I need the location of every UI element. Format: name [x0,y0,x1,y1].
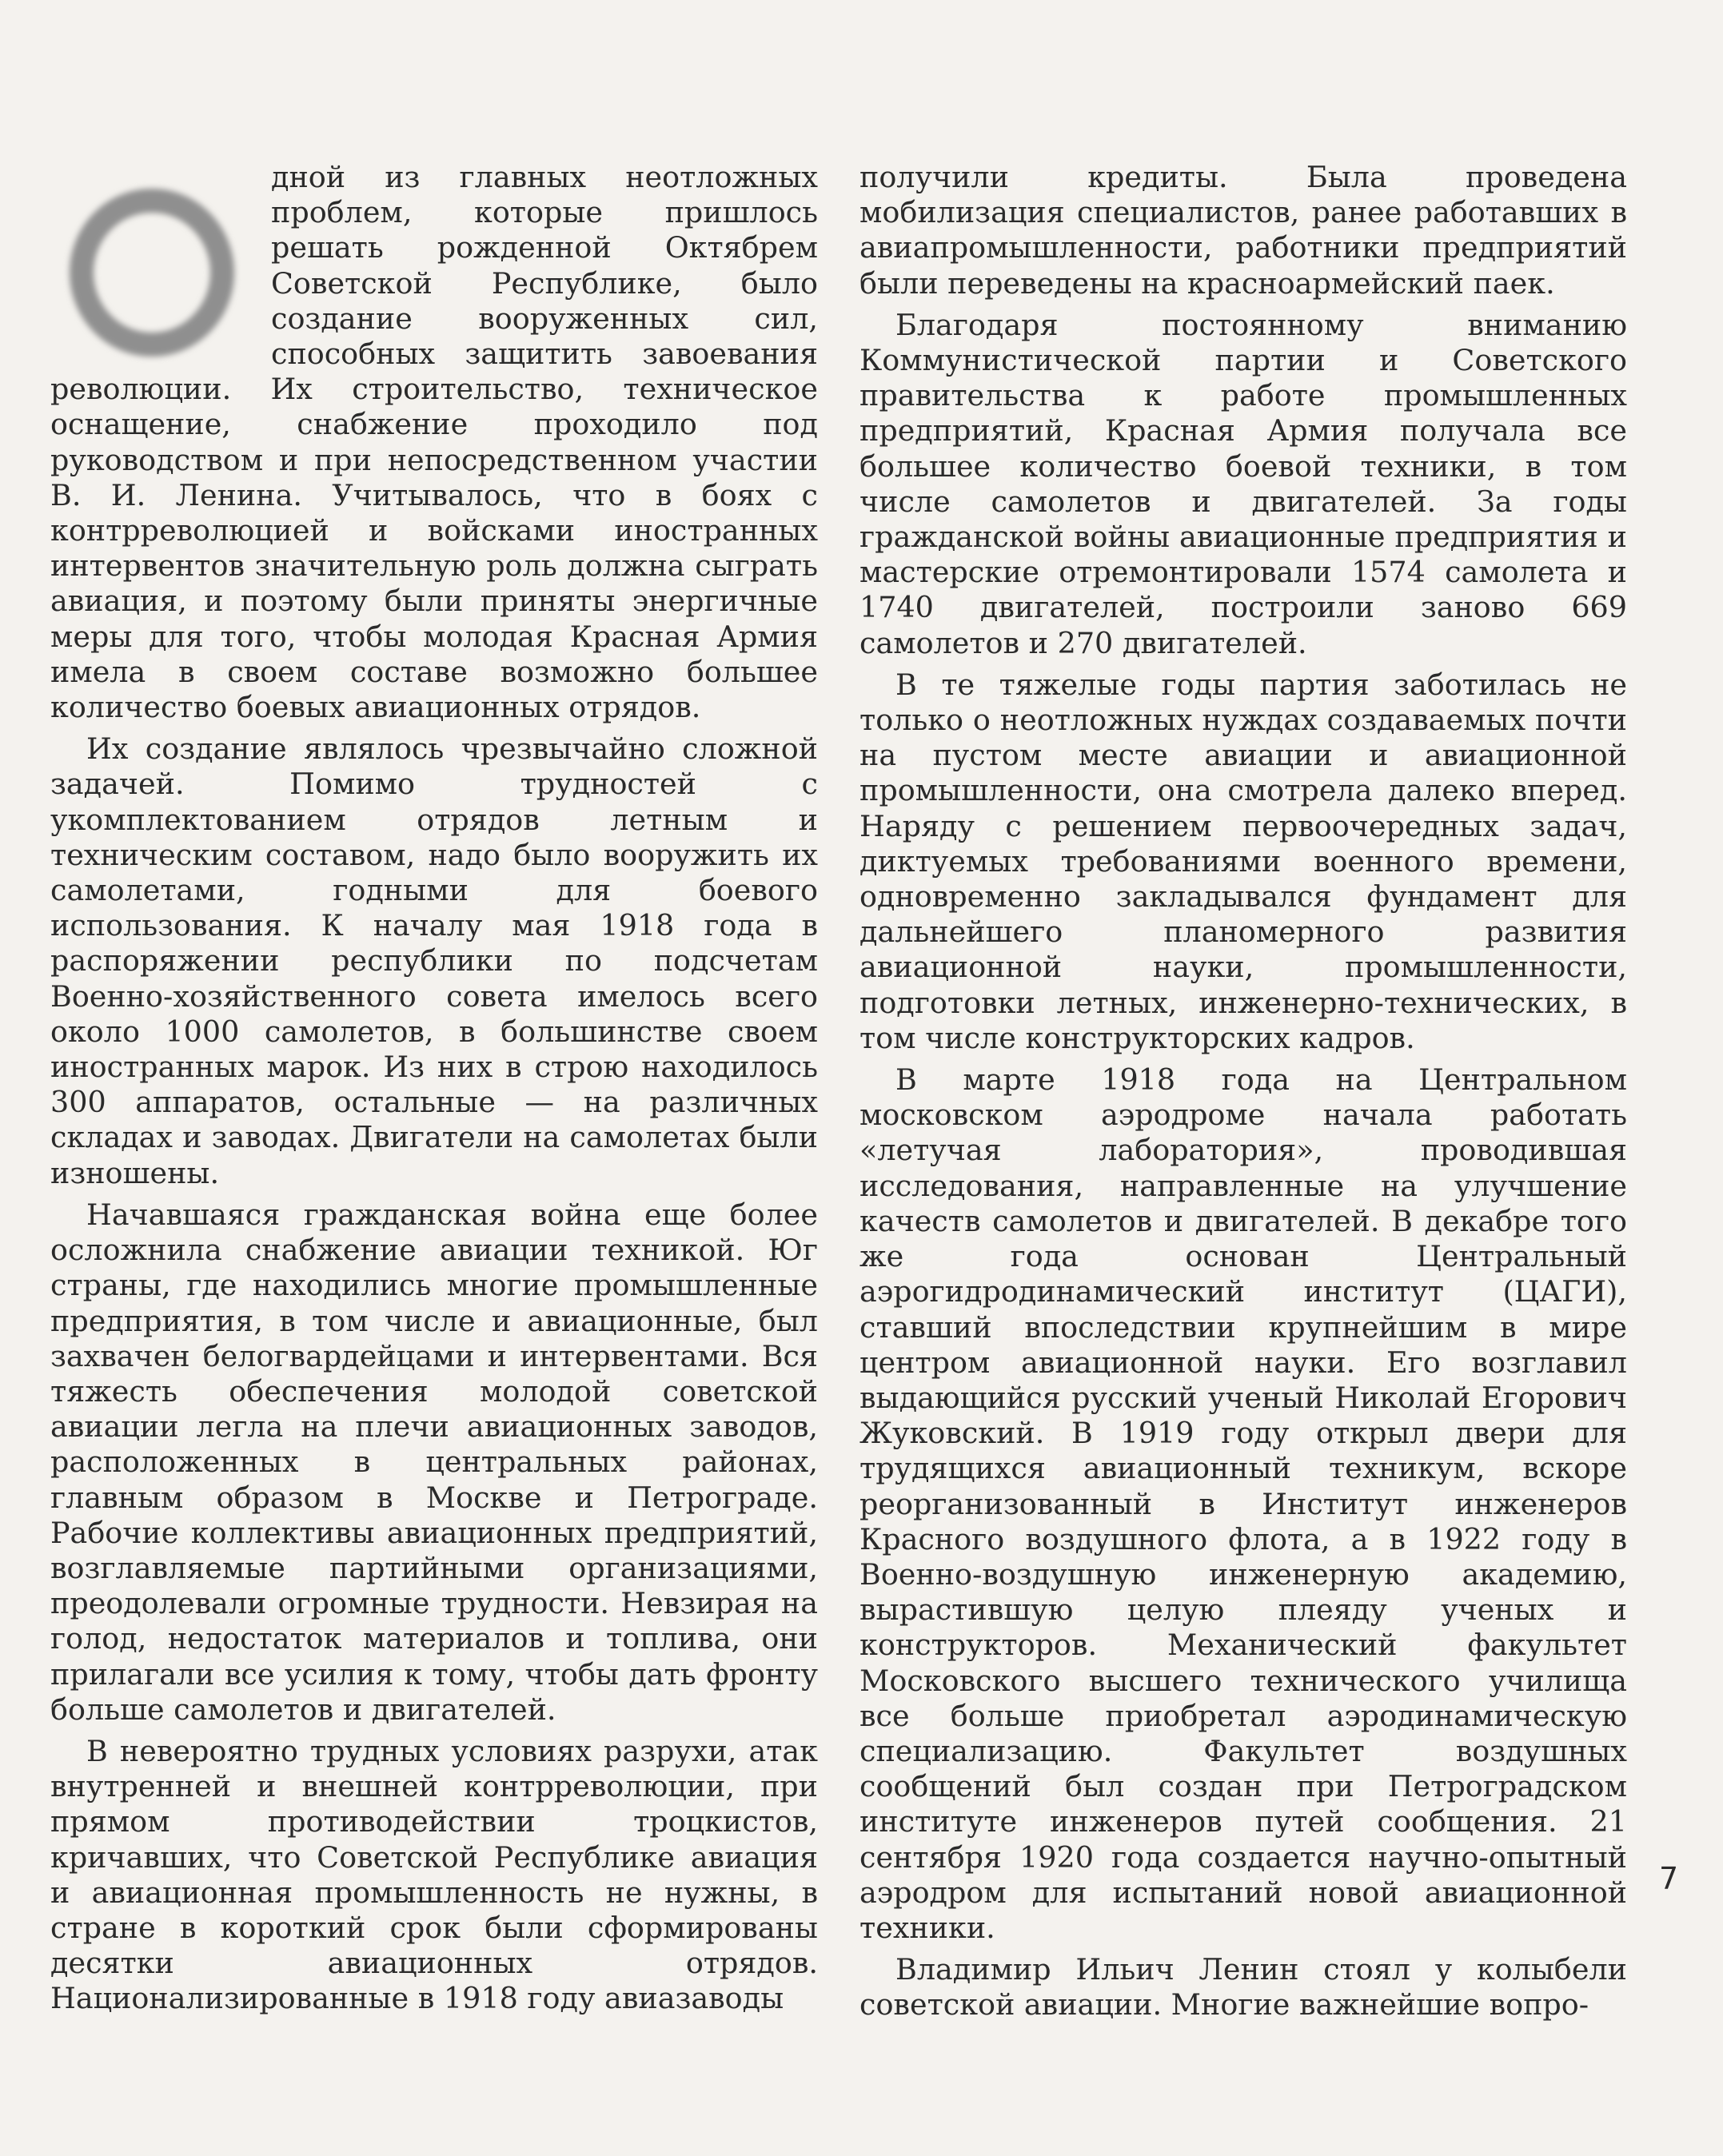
left-paragraph-2: Их создание являлось чрезвычайно сложной задачей. Помимо трудностей с укомплектованием отрядов летным и техническим составом, надо было вооружить их самолетами, годными для боевого использования. К началу мая 1918 года в распоряжении республики по подсчетам Военно-хозяйственного совета имелось всего около 1000 самолетов, в большинстве своем иностранных марок. Из них в строю находилось 300 аппаратов, остальные — на различных складах и заводах. Двигатели на самолетах были изношены. [50,731,818,1190]
left-paragraph-3: Начавшаяся гражданская война еще более осложнила снабжение авиации техникой. Юг страны, где находились многие промышленные предприятия, в том числе и авиационные, был захвачен белогвардейцами и интервентами. Вся тяжесть обеспечения молодой советской авиации легла на плечи авиационных заводов, расположенных в центральных районах, главным образом в Москве и Петрограде. Рабочие коллективы авиационных предприятий, возглавляемые партийными организациями, преодолевали огромные трудности. Невзирая на голод, недостаток материалов и топлива, они прилагали все усилия к тому, чтобы дать фронту больше самолетов и двигателей. [50,1197,818,1727]
right-column [860,160,1627,2030]
right-paragraph-3: В те тяжелые годы партия заботилась не только о неотложных нуждах создаваемых почти на пустом месте авиации и авиационной промышленности, она смотрела далеко вперед. Наряду с решением первоочередных задач, диктуемых требованиями военного времени, одновременно закладывался фундамент для дальнейшего планомерного развития авиационной науки, промышленности, подготовки летных, инженерно-технических, в том числе конструкторских кадров. [860,667,1627,1055]
right-paragraph-1: получили кредиты. Была проведена мобилизация специалистов, ранее работавших в авиапромышленности, работники предприятий были переведены на красноармейский паек. [860,160,1627,301]
left-column [50,160,818,2023]
drop-cap [50,160,260,372]
right-paragraph-2: Благодаря постоянному вниманию Коммунистической партии и Советского правительства к работе промышленных предприятий, Красная Армия получала все большее количество боевой техники, в том числе самолетов и двигателей. За годы гражданской войны авиационные предприятия и мастерские отремонтировали 1574 самолета и 1740 двигателей, построили заново 669 самолетов и 270 двигателей. [860,307,1627,660]
right-paragraph-5: Владимир Ильич Ленин стоял у колыбели советской авиации. Многие важнейшие вопро- [860,1952,1627,2022]
page-number: 7 [1659,1861,1679,1896]
left-paragraph-4: В невероятно трудных условиях разрухи, атак внутренней и внешней контрреволюции, при прямом противодействии троцкистов, кричавших, что Советской Республике авиация и авиационная промышленность не нужны, в стране в короткий срок были сформированы десятки авиационных отрядов. Национализированные в 1918 году авиазаводы [50,1733,818,2016]
right-paragraph-4: В марте 1918 года на Центральном московском аэродроме начала работать «летучая лаборатория», проводившая исследования, направленные на улучшение качеств самолетов и двигателей. В декабре того же года основан Центральный аэрогидродинамический институт (ЦАГИ), ставший впоследствии крупнейшим в мире центром авиационной науки. Его возглавил выдающийся русский ученый Николай Егорович Жуковский. В 1919 году открыл двери для трудящихся авиационный техникум, вскоре реорганизованный в Институт инженеров Красного воздушного флота, а в 1922 году в Военно-воздушную инженерную академию, вырастившую целую плеяду ученых и конструкторов. Механический факультет Московского высшего технического училища все больше приобретал аэродинамическую специализацию. Факультет воздушных сообщений был создан при Петроградском институте инженеров путей сообщения. 21 сентября 1920 года создается научно-опытный аэродром для испытаний новой авиационной техники. [860,1062,1627,1945]
drop-cap-letter-o [62,180,246,364]
left-paragraph-1: дной из главных неотложных проблем, которые пришлось решать рожденной Октябрем Советской Республике, было создание вооруженных сил, способных защитить завоевания революции. Их строительство, техническое оснащение, снабжение проходило под руководством и при непосредственном участии В. И. Ленина. Учитывалось, что в боях с контрреволюцией и войсками иностранных интервентов значительную роль должна сыграть авиация, и поэтому были приняты энергичные меры для того, чтобы молодая Красная Армия имела в своем составе возможно большее количество боевых авиационных отрядов. [50,160,818,725]
